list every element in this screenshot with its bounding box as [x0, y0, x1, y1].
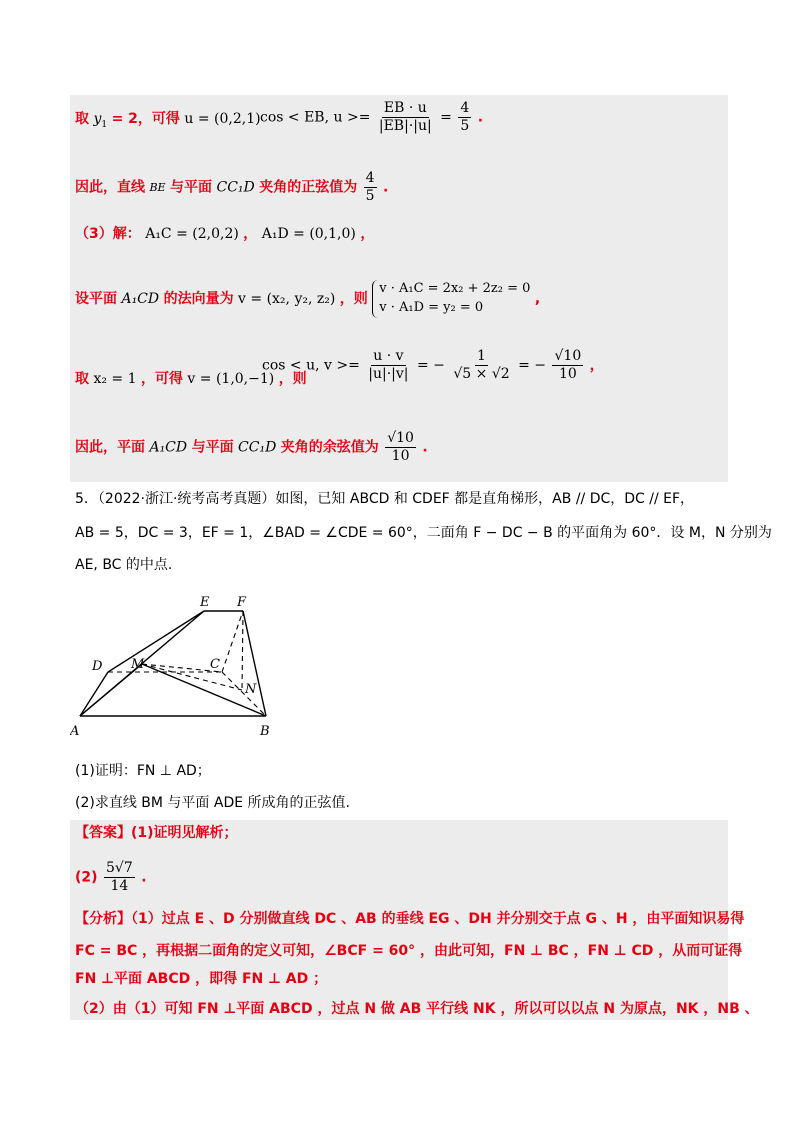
- solution-line-4: [75, 280, 540, 318]
- text: 与平面: [170, 179, 213, 196]
- question-1: (1)证明：FN ⊥ AD；: [75, 763, 211, 779]
- text: ，: [589, 357, 604, 374]
- edge-fb: [243, 611, 266, 716]
- fraction: [366, 348, 410, 383]
- label-d: D: [92, 659, 103, 674]
- equation-system: [372, 280, 530, 318]
- solution-line-3: [75, 227, 374, 241]
- equation: v · A₁D = y₂ = 0: [379, 299, 484, 315]
- edge-de: [108, 611, 204, 672]
- text: = 2，可得: [111, 111, 180, 127]
- numerator: 1: [477, 348, 486, 364]
- label-n: N: [245, 682, 257, 697]
- analysis-line-2: FC = BC ，再根据二面角的定义可知，∠BCF = 60° ，由此可知，FN ⊥ BC ，FN ⊥ CD ，从而可证得: [75, 943, 743, 959]
- solution-line-5-cos: [262, 348, 604, 383]
- equation: v · A₁C = 2x₂ + 2z₂ = 0: [379, 281, 531, 296]
- text: （3）解：: [75, 226, 141, 242]
- solution-line-1-cos: [260, 100, 483, 135]
- analysis-line-3: FN ⊥平面 ABCD ，即得 FN ⊥ AD ；: [75, 971, 328, 987]
- text: .: [141, 869, 147, 886]
- text: ，: [243, 226, 258, 242]
- math: = −: [518, 357, 547, 374]
- denominator: 5: [460, 117, 470, 134]
- text: 取: [75, 371, 89, 387]
- answer-line-2: [75, 860, 147, 895]
- math: = −: [416, 357, 445, 374]
- math: BE: [149, 180, 166, 194]
- fraction: [104, 860, 135, 895]
- label-m: M: [131, 657, 145, 672]
- text: 设平面: [75, 290, 117, 307]
- numerator: EB · u: [383, 100, 427, 116]
- math: cos < u, v >=: [262, 357, 360, 374]
- fraction: [377, 100, 434, 135]
- text: ，则: [278, 371, 307, 387]
- math: cos < EB, u >=: [260, 109, 371, 126]
- solution-line-2: [75, 170, 388, 205]
- analysis-line-1: 【分析】（1）过点 E 、D 分别做直线 DC 、AB 的垂线 EG 、DH 并分别交于点 G 、H ，由平面知识易得: [75, 911, 745, 927]
- text: ,: [534, 290, 541, 307]
- math: A₁CD: [121, 290, 160, 307]
- denominator: 14: [110, 877, 129, 894]
- numerator: √10: [387, 430, 414, 446]
- math: y: [93, 111, 102, 127]
- edge-cb-hidden: [222, 672, 266, 716]
- fraction: [364, 170, 377, 205]
- text: 因此，直线: [75, 179, 145, 196]
- numerator: 4: [460, 100, 470, 116]
- math: x₂ = 1: [93, 371, 137, 387]
- analysis-line-4: （2）由（1）可知 FN ⊥平面 ABCD ，过点 N 做 AB 平行线 NK ，所以可以以点 N 为原点，NK ，NB 、: [75, 1001, 759, 1017]
- math: =: [440, 109, 452, 126]
- text: (2): [75, 869, 98, 886]
- text: .: [383, 179, 389, 196]
- math: A₁D = (0,1,0): [261, 226, 356, 242]
- text: ，: [360, 226, 375, 242]
- text: 与平面: [191, 439, 234, 456]
- text: 夹角的正弦值为: [259, 179, 358, 196]
- denominator: 10: [558, 365, 577, 382]
- text: 夹角的余弦值为: [280, 439, 379, 456]
- math: u = (0,2,1): [184, 111, 261, 127]
- math: 1: [101, 119, 108, 130]
- label-c: C: [210, 657, 220, 672]
- denominator: |EB|·|u|: [378, 117, 432, 134]
- segment-mn-hidden: [142, 664, 242, 690]
- numerator: √10: [554, 348, 582, 364]
- label-b: B: [260, 724, 270, 739]
- text: 因此，平面: [75, 439, 145, 456]
- text: .: [477, 109, 484, 126]
- denominator: 10: [391, 447, 410, 464]
- math: v = (1,0,−1): [187, 371, 275, 387]
- denominator: 5: [365, 187, 375, 204]
- numerator: u · v: [373, 348, 404, 364]
- text: 取: [75, 111, 89, 127]
- problem-line-1: 5．（2022·浙江·统考高考真题）如图，已知 ABCD 和 CDEF 都是直角梯形，AB // DC，DC // EF，: [75, 491, 695, 507]
- answer-line-1: 【答案】(1)证明见解析；: [75, 825, 238, 841]
- math: A₁C = (2,0,2): [145, 226, 239, 242]
- math: A₁CD: [149, 439, 188, 456]
- math: CC₁D: [216, 179, 255, 196]
- edge-ad: [80, 672, 108, 716]
- edge-cf-hidden: [222, 611, 243, 672]
- segment-fn-hidden: [242, 611, 243, 690]
- math: CC₁D: [238, 439, 277, 456]
- label-f: F: [237, 595, 247, 610]
- fraction: [385, 430, 416, 465]
- math: v = (x₂, y₂, z₂): [238, 290, 336, 307]
- numerator: 5√7: [106, 860, 133, 876]
- text: ，可得: [140, 371, 183, 387]
- geometry-figure: [70, 590, 290, 740]
- fraction: [451, 348, 511, 383]
- text: 的法向量为: [163, 290, 234, 307]
- label-a: A: [70, 724, 80, 739]
- fraction: [552, 348, 583, 383]
- question-2: (2)求直线 BM 与平面 ADE 所成角的正弦值.: [75, 795, 350, 811]
- solution-line-1: [75, 112, 261, 130]
- problem-line-2: AB = 5，DC = 3，EF = 1，∠BAD = ∠CDE = 60°，二面角 F − DC − B 的平面角为 60°．设 M，N 分别为: [75, 525, 772, 541]
- denominator: √5 × √2: [453, 365, 510, 382]
- label-e: E: [200, 595, 210, 610]
- denominator: |u|·|v|: [368, 365, 409, 382]
- problem-line-3: AE, BC 的中点.: [75, 557, 173, 573]
- text: ，则: [339, 290, 368, 307]
- text: .: [422, 439, 428, 456]
- fraction: [458, 100, 471, 135]
- solution-line-6: [75, 430, 428, 465]
- numerator: 4: [365, 170, 375, 186]
